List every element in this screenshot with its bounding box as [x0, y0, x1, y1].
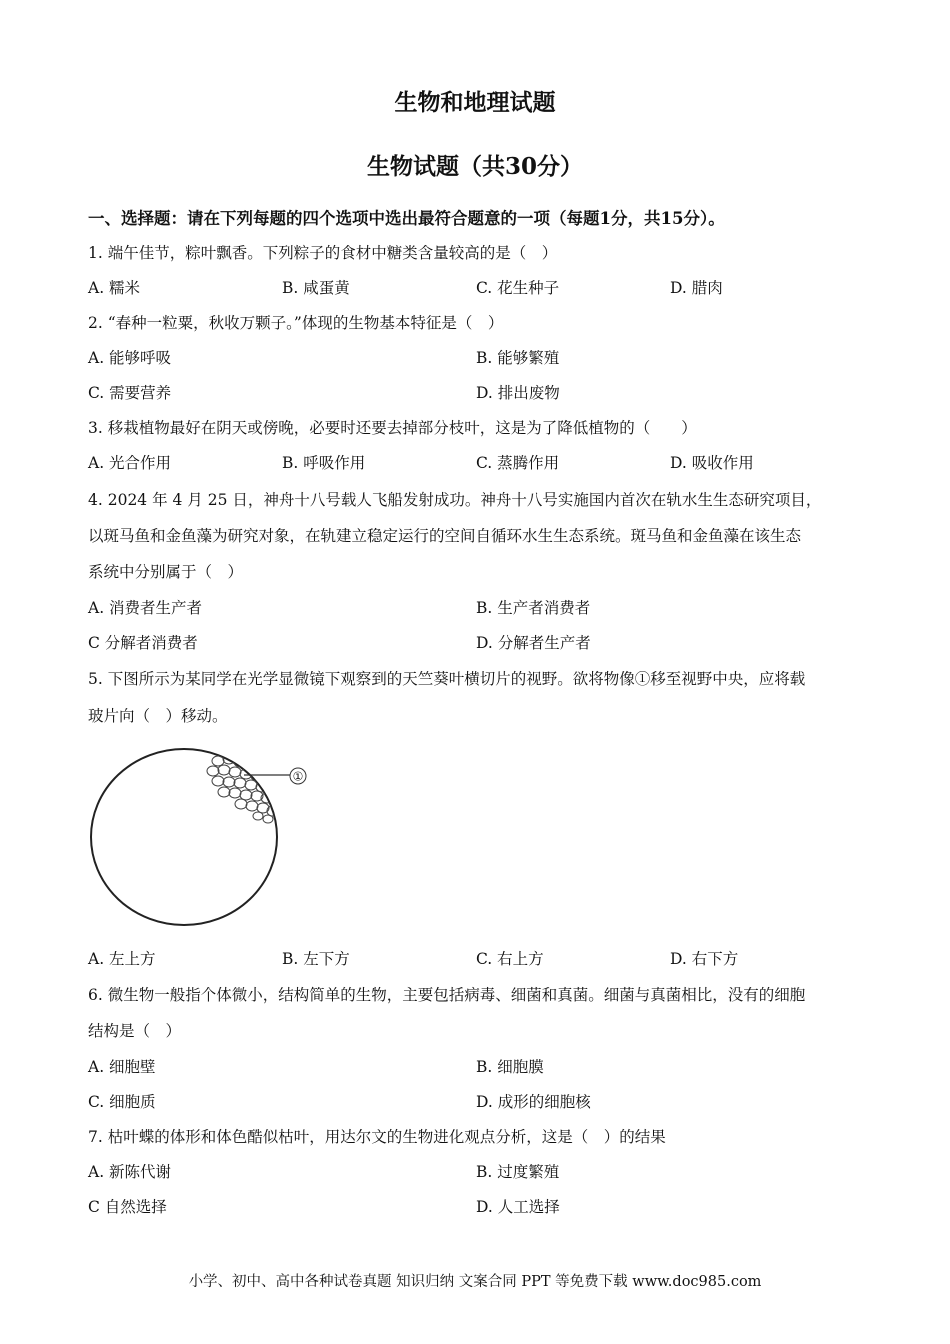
question-4-line-3: 系统中分别属于（ ） — [88, 563, 244, 581]
q2-option-c: C. 需要营养 — [88, 384, 172, 402]
q3-option-a: A. 光合作用 — [88, 454, 172, 472]
q5-option-c: C. 右上方 — [476, 950, 544, 968]
question-7: 7. 枯叶蝶的体形和体色酷似枯叶，用达尔文的生物进化观点分析，这是（ ）的结果 — [88, 1128, 666, 1146]
q7-option-a: A. 新陈代谢 — [88, 1163, 172, 1181]
q4-option-d: D. 分解者生产者 — [476, 634, 591, 652]
q2-option-a: A. 能够呼吸 — [88, 349, 172, 367]
page-footer: 小学、初中、高中各种试卷真题 知识归纳 文案合同 PPT 等免费下载 www.doc985.com — [188, 1274, 762, 1290]
figure-label: ① — [292, 769, 304, 784]
q5-option-d: D. 右下方 — [670, 950, 739, 968]
q3-option-c: C. 蒸腾作用 — [476, 454, 560, 472]
q5-option-a: A. 左上方 — [88, 950, 156, 968]
q4-option-a: A. 消费者生产者 — [88, 599, 203, 617]
question-4-line-2: 以斑马鱼和金鱼藻为研究对象，在轨建立稳定运行的空间自循环水生生态系统。斑马鱼和金鱼藻在该生态 — [88, 527, 802, 545]
q6-option-c: C. 细胞质 — [88, 1093, 156, 1111]
q6-option-b: B. 细胞膜 — [476, 1058, 544, 1076]
question-1: 1. 端午佳节，粽叶飘香。下列粽子的食材中糖类含量较高的是（ ） — [88, 244, 558, 262]
q4-option-b: B. 生产者消费者 — [476, 599, 591, 617]
q6-option-a: A. 细胞壁 — [88, 1058, 156, 1076]
section-title: 生物试题（共30分） — [366, 153, 583, 180]
leaf-cells — [207, 754, 277, 823]
question-5-line-1: 5. 下图所示为某同学在光学显微镜下观察到的天竺葵叶横切片的视野。欲将物像①移至视野中央，应将载 — [88, 670, 806, 688]
question-3: 3. 移栽植物最好在阴天或傍晚，必要时还要去掉部分枝叶，这是为了降低植物的（ ） — [88, 419, 697, 437]
question-5-line-2: 玻片向（ ）移动。 — [88, 707, 228, 725]
q5-option-b: B. 左下方 — [282, 950, 350, 968]
q6-option-d: D. 成形的细胞核 — [476, 1093, 591, 1111]
section-heading: 一、选择题：请在下列每题的四个选项中选出最符合题意的一项（每题1分，共15分）。 — [88, 209, 725, 228]
q7-option-b: B. 过度繁殖 — [476, 1163, 560, 1181]
microscope-field-figure — [86, 745, 316, 935]
q7-option-c: C 自然选择 — [88, 1198, 167, 1216]
question-6-line-1: 6. 微生物一般指个体微小，结构简单的生物，主要包括病毒、细菌和真菌。细菌与真菌相比，没有的细胞 — [88, 986, 806, 1004]
q1-option-a: A. 糯米 — [88, 279, 141, 297]
q4-option-c: C 分解者消费者 — [88, 634, 198, 652]
q2-option-b: B. 能够繁殖 — [476, 349, 560, 367]
q7-option-d: D. 人工选择 — [476, 1198, 560, 1216]
q1-option-d: D. 腊肉 — [670, 279, 723, 297]
q2-option-d: D. 排出废物 — [476, 384, 560, 402]
document-title: 生物和地理试题 — [394, 89, 556, 116]
q1-option-c: C. 花生种子 — [476, 279, 560, 297]
q1-option-b: B. 咸蛋黄 — [282, 279, 350, 297]
q3-option-d: D. 吸收作用 — [670, 454, 754, 472]
question-4-line-1: 4. 2024 年 4 月 25 日，神舟十八号载人飞船发射成功。神舟十八号实施国内首次在轨水生生态研究项目， — [88, 491, 822, 509]
q3-option-b: B. 呼吸作用 — [282, 454, 366, 472]
question-6-line-2: 结构是（ ） — [88, 1022, 182, 1040]
question-2: 2. “春种一粒粟，秋收万颗子。”体现的生物基本特征是（ ） — [88, 314, 504, 332]
